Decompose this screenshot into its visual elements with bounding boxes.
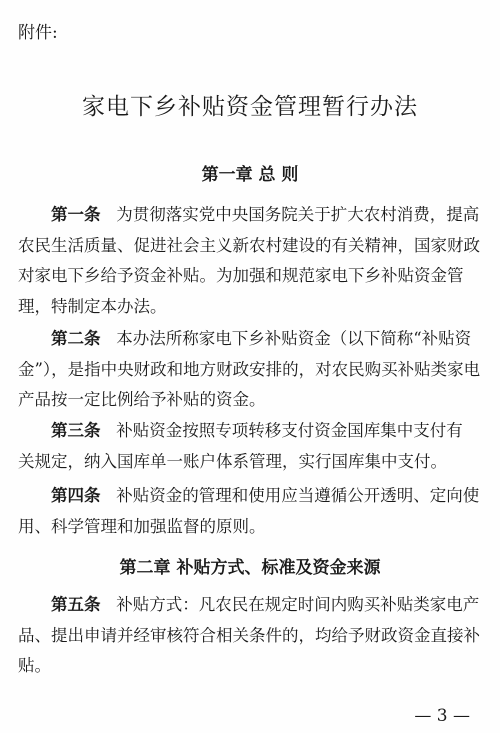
article-4-line-2: 用、科学管理和加强监督的原则。 xyxy=(18,516,266,536)
article-4-label: 第四条 xyxy=(51,486,101,505)
article-4 xyxy=(18,481,484,542)
article-3-label: 第三条 xyxy=(51,421,101,440)
document-title: 家电下乡补贴资金管理暂行办法 xyxy=(82,94,418,120)
article-5-line-2: 品、提出申请并经审核符合相关条件的，均给予财政资金直接补 xyxy=(18,625,480,645)
article-5-line-1: 第五条 补贴方式：凡农民在规定时间内购买补贴类家电产 xyxy=(51,595,480,614)
article-1-label: 第一条 xyxy=(51,205,101,224)
article-2-line-3: 产品按一定比例给予补贴的资金。 xyxy=(18,390,266,409)
chapter-one-heading: 第一章 总 则 xyxy=(201,165,299,185)
article-3-line-1: 第三条 补贴资金按照专项转移支付资金国库集中支付有 xyxy=(51,421,463,440)
article-1-line-1: 第一条 为贯彻落实党中央国务院关于扩大农村消费，提高 xyxy=(51,205,480,224)
annex-label: 附件: xyxy=(18,23,58,43)
article-3-line-2: 关规定，纳入国库单一账户体系管理，实行国库集中支付。 xyxy=(18,451,447,471)
article-5 xyxy=(18,590,484,682)
article-5-line-3: 贴。 xyxy=(18,656,51,675)
article-1-line-4: 理，特制定本办法。 xyxy=(18,296,167,316)
article-3 xyxy=(18,416,484,477)
article-2-line-1: 第二条 本办法所称家电下乡补贴资金（以下简称“补贴资 xyxy=(51,329,472,348)
article-1 xyxy=(18,200,484,322)
article-2-label: 第二条 xyxy=(51,329,101,348)
page-number: — 3 — xyxy=(414,706,470,726)
article-1-line-3: 对家电下乡给予资金补贴。为加强和规范家电下乡补贴资金管 xyxy=(18,266,464,285)
article-5-label: 第五条 xyxy=(51,595,101,614)
article-2-line-2: 金”），是指中央财政和地方财政安排的，对农民购买补贴类家电 xyxy=(18,359,481,379)
article-2 xyxy=(18,324,484,416)
article-1-line-2: 农民生活质量、促进社会主义新农村建设的有关精神，国家财政 xyxy=(18,235,480,255)
article-4-line-1: 第四条 补贴资金的管理和使用应当遵循公开透明、定向使 xyxy=(51,486,480,505)
chapter-two-heading: 第二章 补贴方式、标准及资金来源 xyxy=(119,558,381,578)
